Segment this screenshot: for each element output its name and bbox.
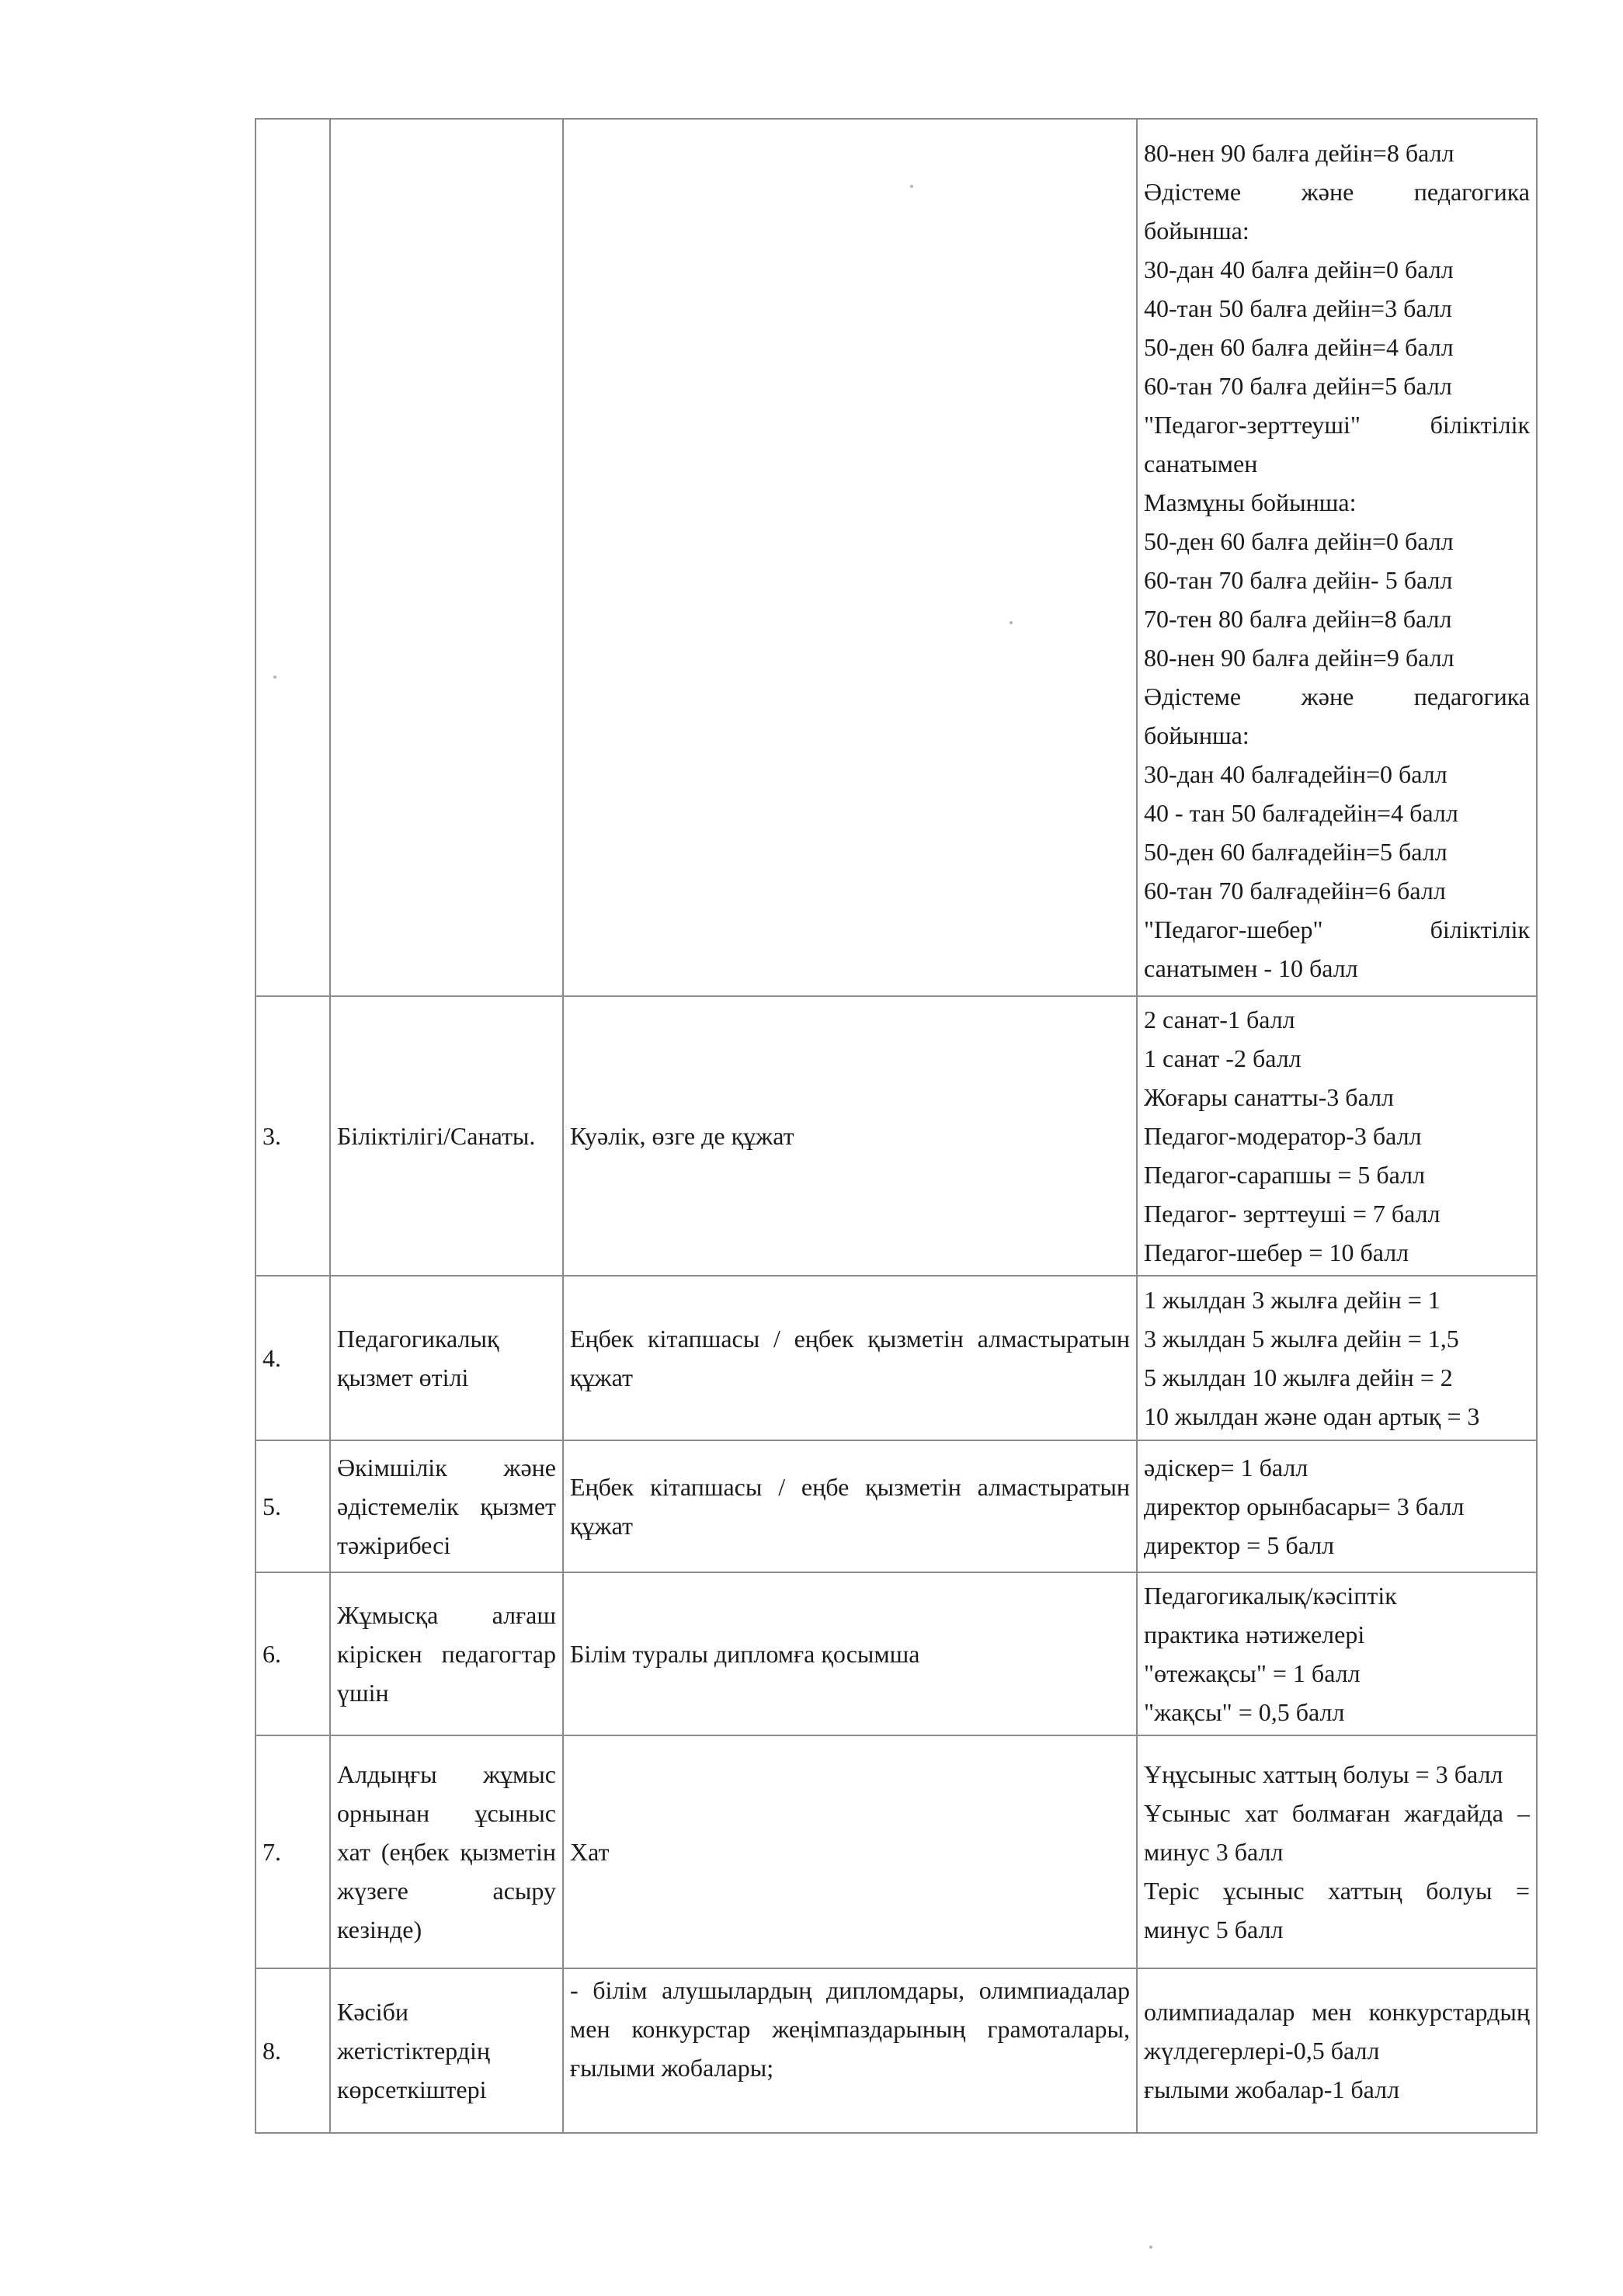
score-line: директор = 5 балл xyxy=(1144,1531,1335,1559)
score-cell xyxy=(1137,1440,1537,1572)
row-number: 7. xyxy=(255,1735,330,1968)
score-line: 10 жылдан және одан артық = 3 xyxy=(1144,1402,1480,1430)
document-cell: Білім туралы дипломға қосымша xyxy=(563,1572,1137,1735)
score-line: ғылыми жобалар-1 балл xyxy=(1144,2075,1400,2103)
score-line: 60-тан 70 балғадейін=6 балл xyxy=(1144,877,1446,905)
score-line: практика нәтижелері xyxy=(1144,1620,1365,1648)
score-line: 40-тан 50 балға дейін=3 балл xyxy=(1144,294,1452,322)
score-line: 1 жылдан 3 жылға дейін = 1 xyxy=(1144,1286,1441,1314)
document-cell: Еңбек кітапшасы / еңбе қызметін алмастыратын құжат xyxy=(563,1440,1137,1572)
row-number: 8. xyxy=(255,1968,330,2133)
scan-speck xyxy=(1149,2246,1152,2249)
score-line: Әдістеме және педагогика xyxy=(1144,683,1530,710)
score-line: 5 жылдан 10 жылға дейін = 2 xyxy=(1144,1363,1453,1391)
row-number: 5. xyxy=(255,1440,330,1572)
score-line: 50-ден 60 балғадейін=5 балл xyxy=(1144,838,1447,866)
table-row xyxy=(255,1276,1537,1440)
criterion-cell: Әкімшілік және әдістемелік қызмет тәжірибесі xyxy=(330,1440,563,1572)
score-line: 80-нен 90 балға дейін=8 балл xyxy=(1144,139,1454,167)
score-line: 1 санат -2 балл xyxy=(1144,1044,1302,1072)
table-row xyxy=(255,1735,1537,1968)
score-line: "жақсы" = 0,5 балл xyxy=(1144,1698,1345,1726)
score-cell xyxy=(1137,1968,1537,2133)
score-cell xyxy=(1137,1735,1537,1968)
score-line: 60-тан 70 балға дейін=5 балл xyxy=(1144,372,1452,400)
score-line: 40 - тан 50 балғадейін=4 балл xyxy=(1144,799,1458,827)
score-line: Педагог-сарапшы = 5 балл xyxy=(1144,1161,1426,1189)
document-cell: Еңбек кітапшасы / еңбек қызметін алмастыратын құжат xyxy=(563,1276,1137,1440)
criterion-cell: Жұмысқа алғаш кіріскен педагогтар үшін xyxy=(330,1572,563,1735)
score-line: 2 санат-1 балл xyxy=(1144,1006,1295,1033)
score-line: "Педагог-шебер" біліктілік xyxy=(1144,915,1530,943)
criterion-cell: Алдыңғы жұмыс орнынан ұсыныс хат (еңбек қызметін жүзеге асыру кезінде) xyxy=(330,1735,563,1968)
criterion-cell xyxy=(330,119,563,996)
criterion-cell: Педагогикалық қызмет өтілі xyxy=(330,1276,563,1440)
row-number: 3. xyxy=(255,996,330,1276)
criteria-table xyxy=(255,118,1538,2134)
table-row xyxy=(255,1968,1537,2133)
score-cell xyxy=(1137,1276,1537,1440)
score-line: Ұсыныс хат болмаған жағдайда – минус 3 балл xyxy=(1144,1799,1530,1866)
score-line: "өтежақсы" = 1 балл xyxy=(1144,1659,1361,1687)
score-line: Әдістеме және педагогика xyxy=(1144,178,1530,206)
score-line: 30-дан 40 балғадейін=0 балл xyxy=(1144,760,1447,788)
score-line: әдіскер= 1 балл xyxy=(1144,1454,1308,1481)
score-cell xyxy=(1137,996,1537,1276)
scan-speck xyxy=(910,185,913,188)
criterion-cell: Біліктілігі/Санаты. xyxy=(330,996,563,1276)
score-cell xyxy=(1137,119,1537,996)
score-line: Педагогикалық/кәсіптік xyxy=(1144,1582,1397,1610)
score-cell xyxy=(1137,1572,1537,1735)
document-cell xyxy=(563,119,1137,996)
score-line: 50-ден 60 балға дейін=4 балл xyxy=(1144,333,1454,361)
score-line: 70-тен 80 балға дейін=8 балл xyxy=(1144,605,1452,633)
score-line: Педагог- зерттеуші = 7 балл xyxy=(1144,1200,1441,1228)
score-line: Педагог-модератор-3 балл xyxy=(1144,1122,1422,1150)
score-line: Теріс ұсыныс хаттың болуы = минус 5 балл xyxy=(1144,1877,1530,1943)
table-row xyxy=(255,1572,1537,1735)
document-cell: - білім алушылардың дипломдары, олимпиадалар мен конкурстар жеңімпаздарының грамоталары, ғылыми жобалары; xyxy=(563,1968,1137,2133)
row-number: 6. xyxy=(255,1572,330,1735)
score-line: Жоғары санатты-3 балл xyxy=(1144,1083,1394,1111)
table-row-continuation xyxy=(255,119,1537,996)
score-line: Педагог-шебер = 10 балл xyxy=(1144,1238,1409,1266)
table-row xyxy=(255,1440,1537,1572)
score-line: санатымен xyxy=(1144,450,1258,478)
score-line: Мазмұны бойынша: xyxy=(1144,488,1357,516)
row-number: 4. xyxy=(255,1276,330,1440)
score-line: директор орынбасары= 3 балл xyxy=(1144,1492,1465,1520)
score-line: "Педагог-зерттеуші" біліктілік xyxy=(1144,411,1530,439)
score-line: Ұңұсыныс хаттың болуы = 3 балл xyxy=(1144,1760,1503,1788)
table-row xyxy=(255,996,1537,1276)
score-line: 80-нен 90 балға дейін=9 балл xyxy=(1144,644,1454,672)
num-cell xyxy=(255,119,330,996)
criterion-cell: Кәсіби жетістіктердің көрсеткіштері xyxy=(330,1968,563,2133)
score-line: 30-дан 40 балға дейін=0 балл xyxy=(1144,255,1454,283)
score-line: олимпиадалар мен конкурстардың жүлдегерлері-0,5 балл xyxy=(1144,1998,1530,2065)
score-line: 50-ден 60 балға дейін=0 балл xyxy=(1144,527,1454,555)
score-line: 60-тан 70 балға дейін- 5 балл xyxy=(1144,566,1453,594)
score-line: санатымен - 10 балл xyxy=(1144,954,1358,982)
document-cell: Куәлік, өзге де құжат xyxy=(563,996,1137,1276)
scan-speck xyxy=(273,676,276,679)
score-line: бойынша: xyxy=(1144,721,1249,749)
score-line: 3 жылдан 5 жылға дейін = 1,5 xyxy=(1144,1325,1459,1353)
scan-speck xyxy=(1010,621,1013,624)
document-cell: Хат xyxy=(563,1735,1137,1968)
score-line: бойынша: xyxy=(1144,217,1249,245)
